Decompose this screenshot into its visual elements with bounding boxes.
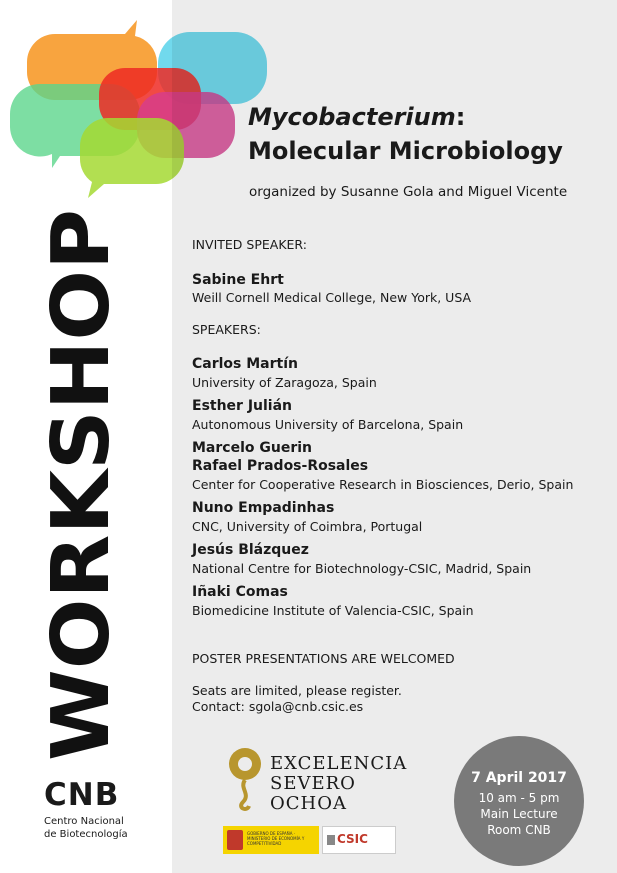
speaker-affiliation: National Centre for Biotechnology-CSIC, Madrid, Spain — [192, 561, 532, 576]
csic-mark-icon — [327, 835, 335, 845]
speaker-affiliation: Autonomous University of Barcelona, Spain — [192, 417, 464, 432]
speaker-affiliation: University of Zaragoza, Spain — [192, 375, 377, 390]
speaker-name: Nuno Empadinhas — [192, 500, 335, 516]
contact-email[interactable]: Contact: sgola@cnb.csic.es — [192, 699, 364, 714]
svg-text:WORKSHOP: WORKSHOP — [35, 236, 127, 761]
event-place-line1: Main Lecture — [480, 807, 558, 821]
ochoa-text: OCHOA — [270, 793, 347, 814]
speaker-name: Marcelo Guerin — [192, 440, 312, 456]
severo-ochoa-emblem-icon — [225, 744, 265, 814]
speaker-name: Rafael Prados-Rosales — [192, 458, 369, 474]
cnb-subtitle: Centro Nacional de Biotecnología — [44, 816, 128, 840]
workshop-vertical-title — [35, 205, 127, 765]
speaker-name: Jesús Blázquez — [192, 542, 309, 558]
cnb-logo: CNB — [44, 777, 120, 813]
spanish-government-logo — [223, 826, 319, 854]
invited-speaker-header: INVITED SPEAKER: — [192, 237, 307, 252]
excelencia-text: EXCELENCIA — [270, 753, 408, 774]
coat-of-arms-icon — [227, 830, 243, 850]
speakers-header: SPEAKERS: — [192, 322, 261, 337]
speaker-name: Esther Julián — [192, 398, 293, 414]
workshop-title-line2: Molecular Microbiology — [248, 137, 563, 165]
severo-text: SEVERO — [270, 773, 356, 794]
event-time: 10 am - 5 pm — [478, 791, 560, 805]
event-date: 7 April 2017 — [471, 770, 567, 786]
seats-note: Seats are limited, please register. — [192, 683, 402, 698]
speaker-name: Iñaki Comas — [192, 584, 288, 600]
invited-speaker-affiliation: Weill Cornell Medical College, New York, USA — [192, 290, 472, 305]
poster-note: POSTER PRESENTATIONS ARE WELCOMED — [192, 651, 455, 666]
speaker-affiliation: Biomedicine Institute of Valencia-CSIC, Spain — [192, 603, 474, 618]
speaker-name: Carlos Martín — [192, 356, 298, 372]
speaker-affiliation: CNC, University of Coimbra, Portugal — [192, 519, 423, 534]
workshop-title-line1: Mycobacterium: — [248, 103, 466, 131]
ministry-text: GOBIERNO DE ESPAÑA · MINISTERIO DE ECONOMÍA Y COMPETITIVIDAD — [247, 831, 305, 846]
csic-logo: CSIC — [322, 826, 396, 854]
organizers: organized by Susanne Gola and Miguel Vicente — [249, 184, 568, 200]
event-place-line2: Room CNB — [487, 823, 551, 837]
speaker-affiliation: Center for Cooperative Research in Biosciences, Derio, Spain — [192, 477, 574, 492]
bubble-lime — [80, 118, 184, 198]
event-details-badge — [454, 736, 584, 866]
invited-speaker-name: Sabine Ehrt — [192, 272, 284, 288]
